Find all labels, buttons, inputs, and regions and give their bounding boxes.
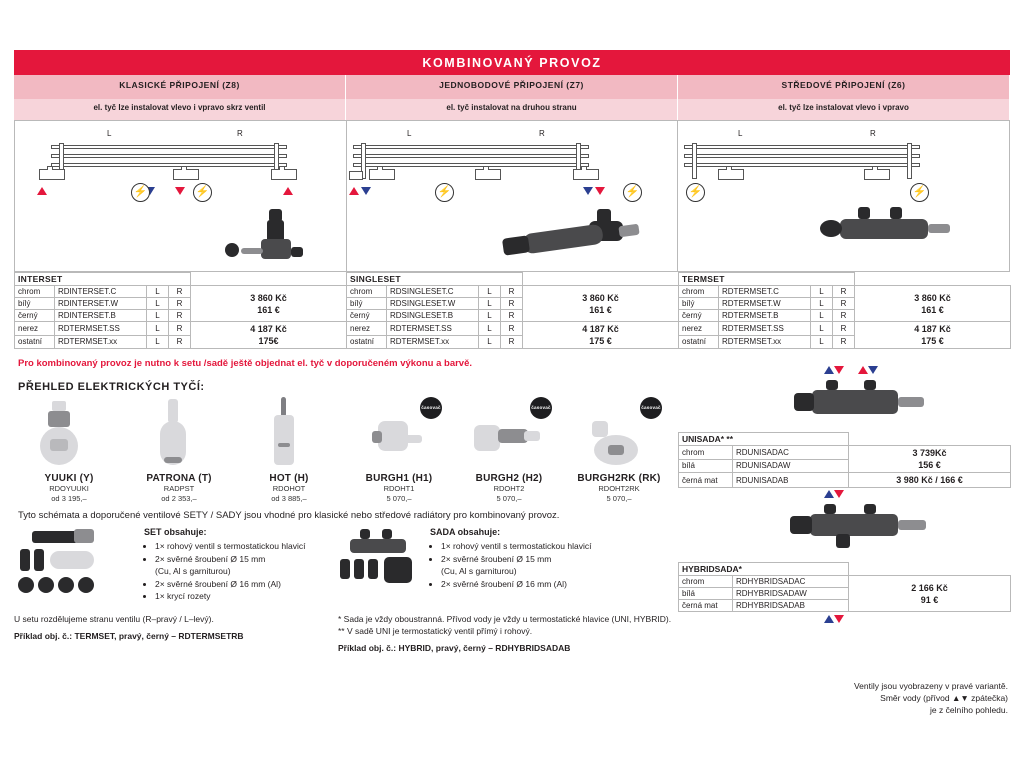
electric-icon-5: ⚡ — [686, 183, 705, 202]
price-table-interset — [14, 272, 347, 349]
row-right: R — [501, 322, 523, 336]
rod-name: BURGH2RK (RK) — [577, 473, 661, 484]
row-right: R — [501, 298, 523, 310]
row-color: nerez — [15, 322, 55, 336]
schematic-single-label-right: R — [539, 129, 545, 138]
rod-name: HOT (H) — [269, 473, 309, 484]
sada-list — [430, 540, 640, 565]
rods-section-title: PŘEHLED ELEKTRICKÝCH TYČÍ: — [18, 381, 205, 393]
rod-code: RDOHT2 — [493, 484, 525, 493]
list-item: • 2× svěrné šroubení Ø 15 mm — [441, 553, 640, 566]
sada-text — [430, 527, 640, 611]
set-text — [144, 527, 338, 611]
row-left: L — [811, 310, 833, 322]
row-left: L — [147, 286, 169, 298]
price-czk: 3 860 Kč — [250, 292, 287, 303]
column-classic — [14, 75, 346, 120]
timer-badge: časovač — [530, 397, 552, 419]
price-czk: 3 860 Kč — [914, 292, 951, 303]
rod-item-hot — [234, 395, 344, 504]
price-table-singleset-wrap — [346, 272, 678, 349]
price-eur: 91 € — [920, 594, 939, 605]
rod-code: RDOHT1 — [383, 484, 415, 493]
row-code: RDTERMSET.xx — [55, 335, 147, 349]
table-row — [679, 563, 1011, 576]
price-eur: 175€ — [258, 336, 279, 346]
flow-arrow-down-red-bottom — [834, 615, 844, 623]
row-color: černá mat — [679, 600, 733, 612]
rod-name: YUUKI (Y) — [44, 473, 94, 484]
row-left: L — [811, 286, 833, 298]
row-code: RDTERMSET.W — [719, 298, 811, 310]
rod-price: 5 070,– — [606, 494, 632, 503]
radiator-diagram-single — [353, 143, 589, 187]
radiator-diagram-left — [51, 143, 287, 187]
rod-code: RADPST — [163, 484, 195, 493]
unisada-photo-area — [678, 366, 1010, 432]
price-table-interset-wrap — [14, 272, 346, 349]
row-code: RDSINGLESET.B — [387, 310, 479, 322]
set-sada-row — [14, 527, 678, 611]
rod-art-yuuki — [14, 395, 124, 473]
row-left: L — [479, 310, 501, 322]
unisada-price-1 — [849, 446, 1011, 473]
flow-arrow-down-blue-2 — [361, 187, 371, 195]
hybridsada-title: HYBRIDSADA* — [679, 563, 849, 576]
row-code: RDUNISADAB — [733, 473, 849, 488]
left-body — [14, 358, 678, 653]
valve-symbol-6 — [475, 169, 501, 180]
price-cell-1 — [855, 286, 1011, 322]
valve-symbol-3 — [271, 169, 297, 180]
list-item: • 1× rohový ventil s termostatickou hlavicí — [155, 540, 338, 553]
sada-footnote-col — [338, 613, 678, 653]
set-list — [144, 540, 338, 565]
row-code: RDHYBRIDSADAB — [733, 600, 849, 612]
schematic-classic — [15, 121, 347, 271]
row-color: nerez — [679, 322, 719, 336]
row-color: černý — [347, 310, 387, 322]
table-row — [679, 273, 1011, 286]
flow-arrow-up-red-uni — [858, 366, 868, 374]
price-eur: 161 € — [257, 304, 280, 315]
page-title: KOMBINOVANÝ PROVOZ — [14, 50, 1010, 75]
row-color: nerez — [347, 322, 387, 336]
column-center — [678, 75, 1010, 120]
table-row — [347, 322, 679, 336]
price-cell-2 — [855, 322, 1011, 349]
schematic-classic-label-right: R — [237, 129, 243, 138]
row-code: RDTERMSET.xx — [387, 335, 479, 349]
flow-arrow-up-red-1 — [37, 187, 47, 195]
price-tables-row — [14, 272, 1010, 349]
row-left: L — [147, 298, 169, 310]
list-item: • 1× rohový ventil s termostatickou hlavicí — [441, 540, 640, 553]
row-color: ostatní — [679, 335, 719, 349]
list-item: • 2× svěrné šroubení Ø 15 mm — [155, 553, 338, 566]
right-note-line1: Ventily jsou vyobrazeny v pravé variantě. — [853, 681, 1008, 691]
product-photo-singleset — [497, 199, 657, 265]
row-color: chrom — [679, 446, 733, 460]
price-czk: 4 187 Kč — [582, 324, 619, 334]
red-note: Pro kombinovaný provoz je nutno k setu /sadě ještě objednat el. tyč v doporučeném výkonu a barvě. — [18, 358, 473, 369]
timer-badge: časovač — [420, 397, 442, 419]
row-code: RDINTERSET.W — [55, 298, 147, 310]
row-right: R — [169, 310, 191, 322]
column-classic-subtitle: el. tyč lze instalovat vlevo i vpravo skrz ventil — [14, 99, 346, 120]
row-code: RDSINGLESET.C — [387, 286, 479, 298]
price-cell-2 — [523, 322, 679, 349]
row-left: L — [479, 298, 501, 310]
hybridsada-table — [678, 562, 1011, 612]
table-row — [679, 446, 1011, 460]
row-left: L — [479, 322, 501, 336]
price-table-termset-wrap — [678, 272, 1010, 349]
table-row — [347, 286, 679, 298]
row-color: bílá — [679, 588, 733, 600]
flow-arrow-down-blue-3 — [583, 187, 593, 195]
rod-art-hot — [234, 395, 344, 473]
sada-subnote: (Cu, Al s garniturou) — [441, 566, 517, 576]
table-row — [679, 473, 1011, 488]
row-left: L — [479, 335, 501, 349]
row-code: RDINTERSET.B — [55, 310, 147, 322]
rod-price: 5 070,– — [496, 494, 522, 503]
price-table-interset-title: INTERSET — [15, 273, 191, 286]
column-single — [346, 75, 678, 120]
sada-note-1: * Sada je vždy oboustranná. Přívod vody je vždy u termostatické hlavice (UNI, HYBRID). — [338, 614, 672, 624]
flow-arrow-up-red-2 — [283, 187, 293, 195]
price-eur: 156 € — [918, 460, 941, 470]
right-note-line2: Směr vody (přívod ▲▼ zpátečka) — [880, 693, 1008, 703]
row-color: chrom — [15, 286, 55, 298]
rod-item-burgh1 — [344, 395, 454, 504]
table-row — [15, 286, 347, 298]
rod-item-patrona — [124, 395, 234, 504]
row-color: ostatní — [15, 335, 55, 349]
set-list-2 — [144, 578, 338, 603]
rod-code: RDOHOT — [272, 484, 306, 493]
column-center-subtitle: el. tyč lze instalovat vlevo i vpravo — [678, 99, 1010, 120]
rod-item-yuuki — [14, 395, 124, 504]
hybridsada-photo-area — [678, 488, 1010, 562]
valve-symbol-1 — [39, 169, 65, 180]
row-code: RDTERMSET.xx — [719, 335, 811, 349]
row-code: RDUNISADAW — [733, 459, 849, 473]
flow-arrow-up-red-3 — [349, 187, 359, 195]
column-headers — [14, 75, 1010, 120]
set-photo — [14, 527, 144, 611]
flow-arrow-up-blue-hyb — [824, 490, 834, 498]
flow-arrow-down-red-1 — [175, 187, 185, 195]
schematic-center — [678, 121, 1009, 271]
row-code: RDTERMSET.SS — [55, 322, 147, 336]
row-color: černá mat — [679, 473, 733, 488]
schematic-single-label-left: L — [407, 129, 412, 138]
table-row — [679, 433, 1011, 446]
price-eur: 175 € — [589, 336, 612, 346]
rod-item-burgh2rk — [564, 395, 674, 504]
price-cell-1 — [523, 286, 679, 322]
row-right: R — [833, 335, 855, 349]
hybridsada-price — [849, 576, 1011, 612]
rod-code: RDOHT2RK — [598, 484, 640, 493]
unisada-title: UNISADA* ** — [679, 433, 849, 446]
radiator-diagram-center — [684, 143, 920, 187]
row-color: černý — [15, 310, 55, 322]
rod-code: RDOYUUKI — [49, 484, 89, 493]
row-color: černý — [679, 310, 719, 322]
row-code: RDTERMSET.B — [719, 310, 811, 322]
valve-symbol-9 — [864, 169, 890, 180]
product-photo-unisada — [794, 380, 954, 426]
row-code: RDHYBRIDSADAW — [733, 588, 849, 600]
rod-price: od 2 353,– — [161, 494, 197, 503]
table-row — [679, 576, 1011, 588]
rod-name: BURGH2 (H2) — [475, 473, 543, 484]
flow-arrow-down-blue-uni — [868, 366, 878, 374]
valve-symbol-7 — [573, 169, 599, 180]
valve-symbol-2 — [173, 169, 199, 180]
row-color: bílý — [679, 298, 719, 310]
table-row — [347, 273, 679, 286]
row-color: chrom — [347, 286, 387, 298]
row-color: bílá — [679, 459, 733, 473]
right-column — [678, 366, 1010, 626]
rod-art-patrona — [124, 395, 234, 473]
set-title: SET obsahuje: — [144, 527, 207, 537]
unisada-table — [678, 432, 1011, 488]
flow-arrow-down-red-2 — [595, 187, 605, 195]
table-row — [15, 322, 347, 336]
price-czk: 4 187 Kč — [914, 324, 951, 334]
row-right: R — [833, 310, 855, 322]
rod-art-burgh2rk — [564, 395, 674, 473]
price-czk: 4 187 Kč — [250, 324, 287, 334]
set-example: Příklad obj. č.: TERMSET, pravý, černý – RDTERMSETRB — [14, 631, 244, 641]
price-eur: 175 € — [921, 336, 944, 346]
electric-icon-6: ⚡ — [910, 183, 929, 202]
row-code: RDSINGLESET.W — [387, 298, 479, 310]
row-code: RDINTERSET.C — [55, 286, 147, 298]
electric-rods-row — [14, 395, 674, 504]
list-item: • 1× krycí rozety — [155, 590, 338, 603]
price-table-singleset-title: SINGLESET — [347, 273, 523, 286]
column-center-title: STŘEDOVÉ PŘIPOJENÍ (Z6) — [678, 75, 1010, 99]
flow-arrow-up-blue-bottom — [824, 615, 834, 623]
price-table-singleset — [346, 272, 679, 349]
unisada-price-2: 3 980 Kč / 166 € — [849, 473, 1011, 488]
mid-note: Tyto schémata a doporučené ventilové SETY / SADY jsou vhodné pro klasické nebo středové radiátory pro kombinovaný provoz. — [18, 510, 560, 521]
price-czk: 3 860 Kč — [582, 292, 619, 303]
electric-icon-1: ⚡ — [131, 183, 150, 202]
list-item: • 2× svěrné šroubení Ø 16 mm (Al) — [441, 578, 640, 591]
row-color: chrom — [679, 286, 719, 298]
row-color: bílý — [347, 298, 387, 310]
rod-name: PATRONA (T) — [146, 473, 212, 484]
row-right: R — [169, 335, 191, 349]
price-eur: 161 € — [921, 304, 944, 315]
flow-arrow-down-red-uni — [834, 366, 844, 374]
sada-list-2 — [430, 578, 640, 591]
row-code: RDUNISADAC — [733, 446, 849, 460]
row-left: L — [811, 335, 833, 349]
schematic-single — [347, 121, 678, 271]
table-row — [15, 273, 347, 286]
sada-example: Příklad obj. č.: HYBRID, pravý, černý – RDHYBRIDSADAB — [338, 643, 571, 653]
price-table-termset — [678, 272, 1011, 349]
sada-title: SADA obsahuje: — [430, 527, 501, 537]
price-czk: 2 166 Kč — [911, 582, 948, 593]
right-note-line3: je z čelního pohledu. — [930, 705, 1008, 715]
bottom-arrows — [678, 612, 1010, 626]
schematic-center-label-right: R — [870, 129, 876, 138]
set-subnote: (Cu, Al s garniturou) — [155, 566, 231, 576]
price-table-termset-title: TERMSET — [679, 273, 855, 286]
rod-price: 5 070,– — [386, 494, 412, 503]
price-eur: 161 € — [589, 304, 612, 315]
price-czk: 3 739Kč — [912, 448, 947, 458]
valve-symbol-8 — [718, 169, 744, 180]
list-item: • 2× svěrné šroubení Ø 16 mm (Al) — [155, 578, 338, 591]
row-right: R — [501, 310, 523, 322]
row-color: ostatní — [347, 335, 387, 349]
column-single-subtitle: el. tyč instalovat na druhou stranu — [346, 99, 678, 120]
row-left: L — [147, 335, 169, 349]
set-note: U setu rozdělujeme stranu ventilu (R–pravý / L–levý). — [14, 614, 214, 624]
column-single-title: JEDNOBODOVÉ PŘIPOJENÍ (Z7) — [346, 75, 678, 99]
row-code: RDHYBRIDSADAC — [733, 576, 849, 588]
row-left: L — [811, 298, 833, 310]
table-row — [679, 286, 1011, 298]
row-right: R — [501, 286, 523, 298]
right-note — [793, 680, 1008, 716]
row-color: bílý — [15, 298, 55, 310]
valve-symbol-5 — [369, 169, 395, 180]
schematic-classic-label-left: L — [107, 129, 112, 138]
row-code: RDTERMSET.C — [719, 286, 811, 298]
rod-item-burgh2 — [454, 395, 564, 504]
rod-art-burgh1 — [344, 395, 454, 473]
footnotes-row — [14, 613, 678, 653]
table-row — [679, 322, 1011, 336]
price-cell-2 — [191, 322, 347, 349]
row-left: L — [147, 310, 169, 322]
electric-icon-2: ⚡ — [193, 183, 212, 202]
row-right: R — [169, 298, 191, 310]
rod-price: od 3 885,– — [271, 494, 307, 503]
schematic-center-label-left: L — [738, 129, 743, 138]
rod-price: od 3 195,– — [51, 494, 87, 503]
rod-art-burgh2 — [454, 395, 564, 473]
product-photo-termset — [818, 203, 988, 257]
row-right: R — [169, 286, 191, 298]
set-footnote-col — [14, 613, 338, 653]
row-code: RDTERMSET.SS — [719, 322, 811, 336]
row-color: chrom — [679, 576, 733, 588]
sada-note-2: ** V sadě UNI je termostatický ventil přímý i rohový. — [338, 626, 533, 636]
row-code: RDTERMSET.SS — [387, 322, 479, 336]
row-left: L — [479, 286, 501, 298]
row-right: R — [833, 298, 855, 310]
row-left: L — [811, 322, 833, 336]
rod-name: BURGH1 (H1) — [365, 473, 433, 484]
product-photo-interset — [211, 207, 331, 265]
valve-symbol-4 — [349, 171, 363, 180]
row-right: R — [833, 286, 855, 298]
price-cell-1 — [191, 286, 347, 322]
row-right: R — [169, 322, 191, 336]
schematics-row — [14, 120, 1010, 272]
flow-arrow-up-blue-uni — [824, 366, 834, 374]
row-right: R — [501, 335, 523, 349]
sada-photo — [338, 527, 430, 611]
row-left: L — [147, 322, 169, 336]
electric-icon-3: ⚡ — [435, 183, 454, 202]
electric-icon-4: ⚡ — [623, 183, 642, 202]
row-right: R — [833, 322, 855, 336]
timer-badge: časovač — [640, 397, 662, 419]
product-photo-hybridsada — [790, 504, 960, 558]
flow-arrow-down-red-hyb — [834, 490, 844, 498]
column-classic-title: KLASICKÉ PŘIPOJENÍ (Z8) — [14, 75, 346, 99]
